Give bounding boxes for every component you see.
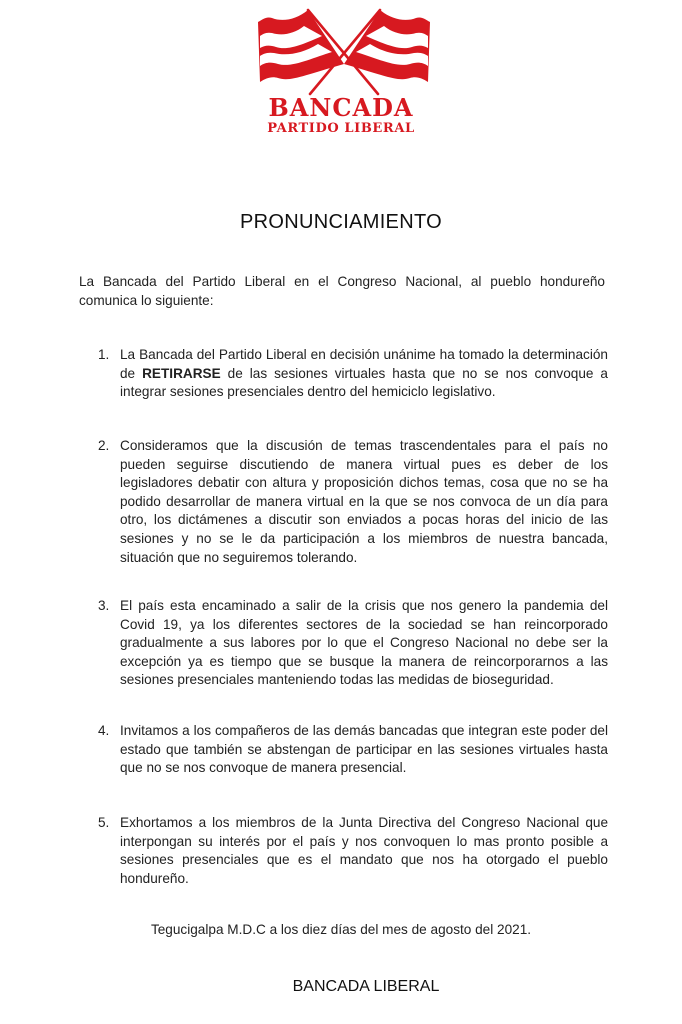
document-title: PRONUNCIAMIENTO — [240, 211, 442, 233]
intro-paragraph: La Bancada del Partido Liberal en el Congreso Nacional, al pueblo hondureño comunica lo siguiente: — [79, 274, 605, 308]
point-text: El país esta encaminado a salir de la crisis que nos genero la pandemia del Covid 19, ya los diferentes sectores de la sociedad se han reincorporado gradualmente a sus labores por lo que el Congreso Nacional no debe ser la excepción ya es tiempo que se busque la manera de reincorporarnos a las sesiones presenciales manteniendo todas las medidas de bioseguridad. — [120, 598, 608, 688]
emphasis-text: RETIRARSE — [142, 365, 221, 381]
point-item — [98, 814, 608, 888]
point-number: 4. — [98, 723, 110, 738]
point-text: Invitamos a los compañeros de las demás bancadas que integran este poder del estado que también se abstengan de participar en las sesiones virtuales hasta que no se nos convoque de manera presencial. — [120, 723, 608, 776]
point-text: Exhortamos a los miembros de la Junta Directiva del Congreso Nacional que interpongan su interés por el país y nos convoquen lo mas pronto posible a sesiones presenciales que es el mandato que nos ha otorgado el pueblo hondureño. — [120, 815, 608, 886]
signature: BANCADA LIBERAL — [292, 978, 440, 995]
point-item — [98, 437, 608, 567]
brand-name: BANCADA — [268, 93, 414, 122]
brand-subtitle: PARTIDO LIBERAL — [267, 121, 415, 136]
point-item — [98, 597, 608, 690]
point-text: Consideramos que la discusión de temas trascendentales para el país no pueden seguirse discutiendo de manera virtual pues es deber de los legisladores debatir con altura y proposición dichos temas, cosa que no se ha podido desarrollar de manera virtual en la que se nos convoca de un día para otro, los dictámenes a discutir son enviados a pocas horas del inicio de las sesiones y no se le da participación a los miembros de nuestra bancada, situación que no seguiremos tolerando. — [120, 438, 608, 565]
place-date: Tegucigalpa M.D.C a los diez días del mes de agosto del 2021. — [150, 922, 532, 937]
point-number: 3. — [98, 598, 110, 613]
point-item — [98, 722, 608, 778]
point-number: 1. — [98, 347, 110, 362]
point-number: 2. — [98, 438, 110, 453]
point-number: 5. — [98, 815, 110, 830]
point-text: La Bancada del Partido Liberal en decisión unánime ha tomado la determinación de RETIRARSE de las sesiones virtuales hasta que no se nos convoque a integrar sesiones presenciales dentro del hemiciclo legislativo. — [120, 347, 608, 400]
point-item — [98, 346, 608, 402]
